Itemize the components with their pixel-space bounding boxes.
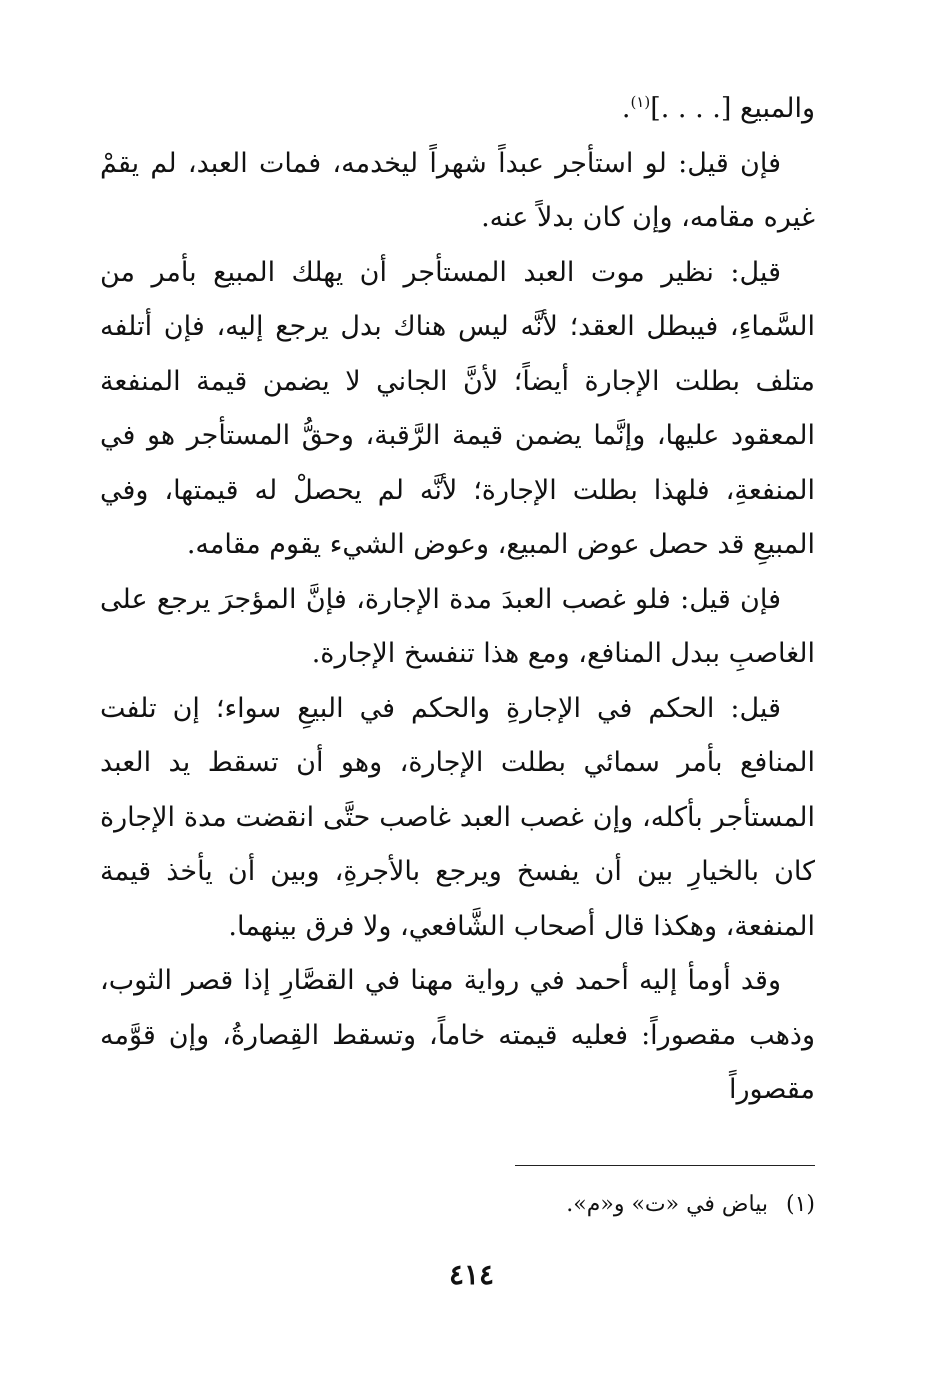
footnote-text: بياض في «ت» و«م». <box>566 1192 768 1217</box>
paragraph-1: فإن قيل: لو استأجر عبداً شهراً ليخدمه، فمات العبد، لم يقمْ غيره مقامه، وإن كان بدلاً عنه. <box>100 147 815 233</box>
footnote-divider <box>515 1165 815 1166</box>
opening-line <box>100 82 815 137</box>
opening-line-end: . <box>621 93 631 124</box>
footnote <box>100 1190 815 1220</box>
paragraph-3: فإن قيل: فلو غصب العبدَ مدة الإجارة، فإنَّ المؤجرَ يرجع على الغاصبِ ببدل المنافع، ومع هذا تنفسخ الإجارة. <box>100 583 815 669</box>
footnote-number: (١) <box>785 1192 815 1217</box>
page-number: ٤١٤ <box>448 1258 495 1291</box>
paragraph-2: قيل: نظير موت العبد المستأجر أن يهلك المبيع بأمر من السَّماءِ، فيبطل العقد؛ لأنَّه ليس هناك بدل يرجع إليه، فإن أتلفه متلف بطلت الإجارة أيضاً؛ لأنَّ الجاني لا يضمن قيمة المنفعة المعقود عليها، وإنَّما يضمن قيمة الرَّقبة، وحقُّ المستأجر هو في المنفعةِ، فلهذا بطلت الإجارة؛ لأنَّه لم يحصلْ له قيمتها، وفي المبيعِ قد حصل عوض المبيع، وعوض الشيء يقوم مقامه. <box>100 256 815 560</box>
paragraph-4: قيل: الحكم في الإجارةِ والحكم في البيعِ سواء؛ إن تلفت المنافع بأمر سمائي بطلت الإجارة، وهو أن تسقط يد العبد المستأجر بأكله، وإن غصب العبد غاصب حتَّى انقضت مدة الإجارة كان بالخيارِ بين أن يفسخ ويرجع بالأجرةِ، وبين أن يأخذ قيمة المنفعة، وهكذا قال أصحاب الشَّافعي، ولا فرق بينهما. <box>100 692 815 942</box>
opening-line-text: والمبيع [. . . .] <box>650 93 815 124</box>
main-text <box>100 82 815 1118</box>
paragraph-5: وقد أومأ إليه أحمد في رواية مهنا في القصَّارِ إذا قصر الثوب، وذهب مقصوراً: فعليه قيمته خاماً، وتسقط القِصارةُ، وإن قوَّمه مقصوراً <box>100 965 815 1105</box>
footnote-reference: (١) <box>630 93 651 111</box>
